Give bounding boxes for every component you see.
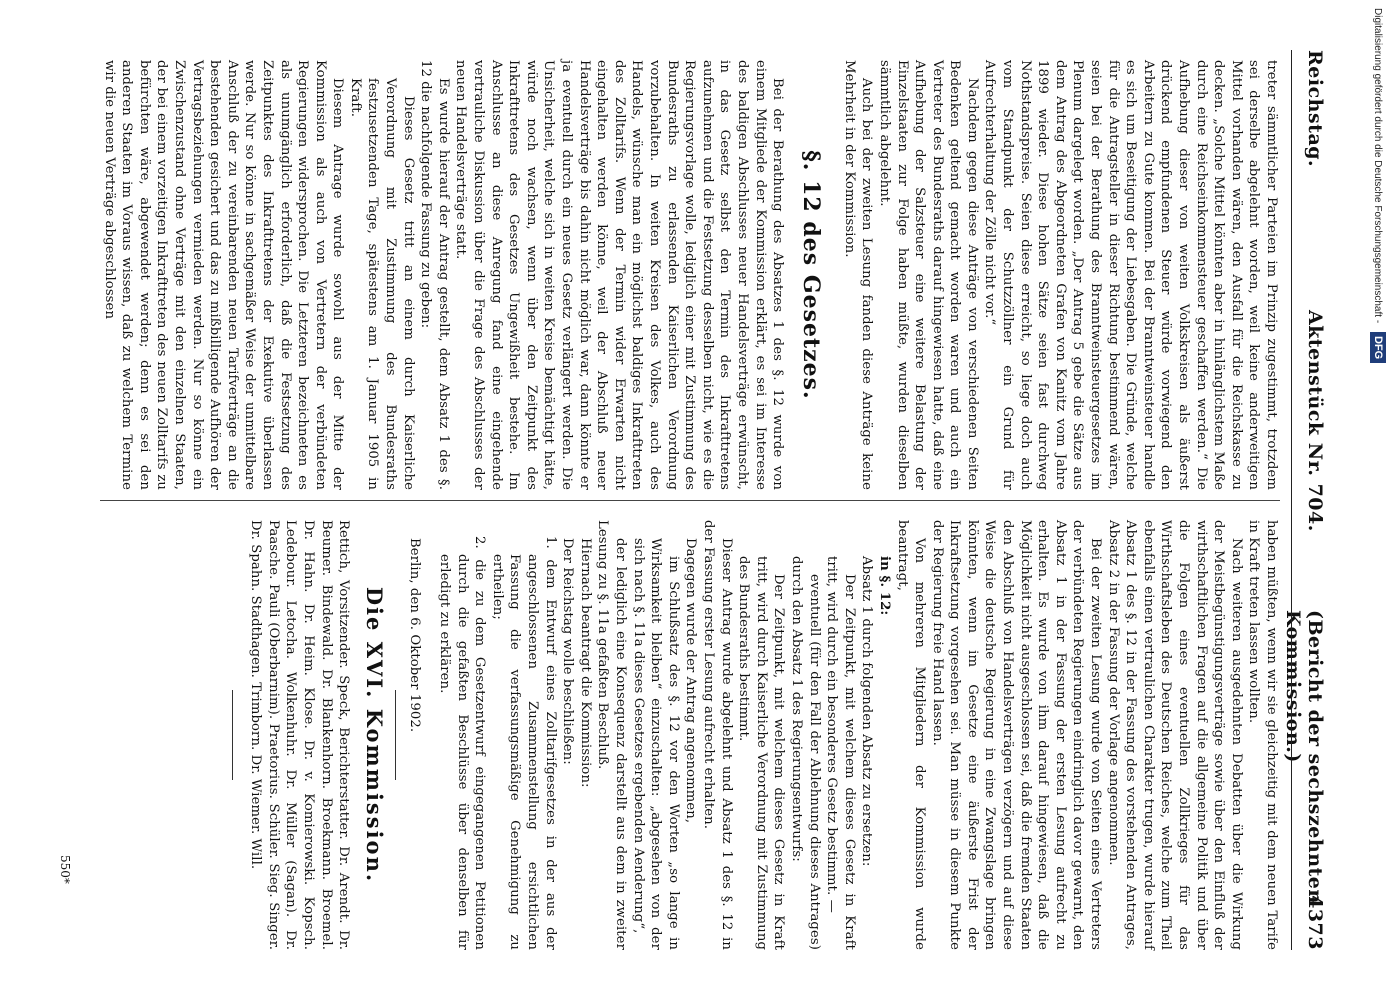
column-divider: [100, 500, 1280, 501]
quoted-motion: Dieses Gesetz tritt an einem durch Kaiserliche Verordnung mit Zustimmung des Bundesraths festzusetzenden Tage, spätestens am 1. Januar 1905 in Kraft.: [347, 78, 416, 490]
right-column: [222, 520, 1280, 950]
page-mark: 550*: [58, 855, 72, 884]
digitization-stamp: [1362, 8, 1392, 998]
header-page-number: 4373: [1304, 895, 1326, 950]
paragraph: Es wurde hierauf der Antrag gestellt, dem Absatz 1 des §. 12 die nachfolgende Fassung zu geben:: [418, 60, 451, 490]
paragraph: Dagegen wurde der Antrag angenommen,: [683, 538, 699, 824]
running-header: [1282, 50, 1332, 950]
motion-quote: Der Zeitpunkt, mit welchem dieses Gesetz in Kraft tritt, wird durch Kaiserliche Verordnung mit Zustimmung des Bundesraths bestimmt.: [736, 556, 787, 950]
paragraph: Bei der Berathung des Absatzes 1 des §. 12 wurde von einem Mitgliede der Kommission erklärt, es sei im Interesse des baldigen Abschlusses neuer Handelsverträge erwünscht, in das Gesetz selbst den Termin des Inkrafttretens aufzunehmen und die Festsetzung desselben nicht, wie es die Regierungsvorlage wolle, lediglich einer mit Zustimmung des Bundesraths zu erlassenden Kaiserlichen Verordnung vorzubehalten. In weiten Kreisen des Volkes, auch des Handels, wünsche man ein möglichst baldiges Inkrafttreten des Zolltarifs. Wenn der Termin wider Erwarten nicht eingehalten werden könne, weil der Abschluß neuer Handelsverträge bis dahin nicht möglich war, dann könnte er ja eventuell durch ein neues Gesetz verlängert werden. Die Unsicherheit, welche sich in weiten Kreise bemächtigt hätte, würde noch wachsen, wenn über den Zeitpunkt des Inkrafttretens des Gesetzes Ungewißheit bestehe. Im Anschlusse an diese Anregung fand eine eingehende vertrauliche Diskussion über die Frage des Abschlusses der neuen Handelsverträge statt.: [453, 60, 786, 490]
motion-quote: eventuell (für den Fall der Ablehnung dieses Antrages) durch den Absatz 1 des Regierungsentwurfs:: [788, 556, 822, 950]
paragraph: Dieser Antrag wurde abgelehnt und Absatz 1 des §. 12 in der Fassung erster Lesung aufrecht erhalten.: [701, 520, 734, 950]
separator-rule: [395, 690, 396, 780]
paragraph: der lediglich eine Konsequenz darstellt aus dem in zweiter Lesung zu §. 11a gefaßten Beschluß.: [595, 520, 629, 950]
paragraph: Nach weiteren ausgedehnten Debatten über die Wirkung der Meistbegünstigungsverträge sowie über den Einfluß der wirthschaftlichen Fragen auf die allgemeine Politik und über die Folgen eines eventuellen Zollkrieges für das Wirthschaftsleben des Deutschen Reiches, welche zum Theil ebenfalls einen vertraulichen Charakter trugen, wurde hierauf Absatz 1 des §. 12 in der Fassung des vorstehenden Antrages, Absatz 2 in der Fassung der Vorlage angenommen.: [1105, 520, 1244, 950]
header-rule: [1291, 50, 1292, 950]
paragraph: Der Reichstag wolle beschließen:: [560, 538, 576, 765]
motion-intro: in §. 12:: [876, 556, 892, 616]
section-heading: §. 12 des Gesetzes.: [798, 150, 825, 400]
dfg-logo: DFG: [1370, 332, 1386, 363]
header-left: Reichstag.: [1304, 50, 1326, 168]
paragraph: Auch bei der zweiten Lesung fanden diese Anträge keine Mehrheit in der Kommission.: [841, 60, 875, 490]
left-column: [100, 60, 1280, 490]
commission-members: Rettich, Vorsitzender. Speck, Berichterstatter. Dr. Arendt. Dr. Beumer. Bindewald. Dr. Blankenhorn. Broekmann. Broemel. Dr. Hahn. Dr. Heim. Klose. Dr. v. Komierowski. Kopsch. Ledebour. Letocha. Wolkenhuhr. Dr. Müller (Sagan). Dr. Paasche. Pauli (Oberbarnim). Praetorius. Schüler. Sieg. Singer. Dr. Spahn. Stadthagen. Trimborn. Dr. Wiemer. Will.: [248, 520, 352, 950]
stamp-text: Digitalisierung gefördert durch die Deutsche Forschungsgemeinschaft -: [1372, 8, 1383, 324]
resolution-item: 2. die zu dem Gesetzentwurf eingegangenen Petitionen durch die gefaßten Beschlüsse über denselben für erledigt zu erklären.: [437, 536, 488, 950]
paragraph: Hiernach beantragt die Kommission:: [577, 538, 593, 788]
place-date: Berlin, den 6. Oktober 1902.: [407, 538, 423, 733]
paragraph: Von mehreren Mitgliedern der Kommission wurde beantragt,: [894, 520, 928, 950]
header-report-title: (Bericht der sechszehnten Kommission.): [1282, 610, 1326, 904]
motion-line: Absatz 1 durch folgenden Absatz zu ersetzen:: [859, 556, 875, 867]
quoted-amendment: im Schlußsatz des §. 12 vor den Worten „so lange in Wirksamkeit bleiben“ einzuschalten: „abgesehen von der sich nach §. 11a dieses Gesetzes ergebenden Aenderung“,: [630, 538, 681, 950]
rotated-document-page: [30, 0, 1340, 1000]
paragraph: haben müßten, wenn wir sie gleichzeitig mit dem neuen Tarife in Kraft treten lassen wollten.: [1246, 520, 1279, 950]
commission-title: Die XVI. Kommission.: [361, 586, 387, 884]
paragraph: Diesem Antrage wurde sowohl aus der Mitte der Kommission als auch von Vertretern der verbündeten Regierungen widersprochen. Die Letzteren bezeichneten es als unumgänglich erforderlich, daß die Festsetzung des Zeitpunktes des Inkrafttretens der Exekutive überlassen werde. Nur so könne in sachgemäßer Weise der unmittelbare Anschluß der zu vereinbarenden neuen Tarifverträge an die bestehenden gesichert und das zu mißbilligende Aufhören der Vertragsbeziehungen vermieden werden. Nur so könne ein Zwischenzustand ohne Verträge mit den einzelnen Staaten, der bei einem vorzeitigen Inkrafttreten des neuen Zolltarifs zu befürchten wäre, abgewendet werden; denn es sei den anderen Staaten im Voraus wissen, daß zu welchem Termine wir die neuen Verträge abgeschlossen: [101, 60, 346, 490]
motion-quote: Der Zeitpunkt, mit welchem dieses Gesetz in Kraft tritt, wird durch ein besonderes Gesetz bestimmt. —: [824, 556, 857, 950]
separator-rule: [232, 690, 233, 780]
paragraph: Nachdem gegen diese Anträge von verschiedenen Seiten Bedenken geltend gemacht worden waren und auch ein Vertreter des Bundesraths darauf hingewiesen hatte, daß eine Aufhebung der Salzsteuer eine weitere Belastung der Einzelstaaten zur Folge haben müßte, wurden dieselben sämmtlich abgelehnt.: [876, 60, 980, 490]
header-document-number: Aktenstück Nr. 704.: [1304, 310, 1326, 532]
paragraph: Bei der zweiten Lesung wurde von Seiten eines Vertreters der verbündeten Regierungen eindringlich davor gewarnt, den Absatz 1 in der Fassung der ersten Lesung aufrecht zu erhalten. Es wurde von ihm darauf hingewiesen, daß die Möglichkeit nicht ausgeschlossen sei, daß die fremden Staaten den Abschluß von Handelsverträgen verzögern und auf diese Weise die deutsche Regierung in eine Zwangslage bringen könnten, wenn im Gesetze eine äußerste Frist der Inkraftsetzung vorgesehen sei. Man müsse in diesem Punkte der Regierung freie Hand lassen.: [929, 520, 1104, 950]
paragraph: treter sämmtlicher Parteien im Prinzip zugestimmt, trotzdem sei derselbe abgelehnt worden, weil keine anderweitigen Mittel vorhanden wären, den Ausfall für die Reichskasse zu decken. „Solche Mittel könnten aber in hinlänglichstem Maße durch eine Reichseinkommensteuer geschaffen werden.“ Die Aufhebung dieser von weiten Volkskreisen als äußerst drückend empfundenen Steuer würde vorwiegend den Arbeitern zu Gute kommen. Bei der Branntweinsteuer handle es sich um Beseitigung der Liebesgaben. Die Gründe, welche für die Antragsteller in dieser Richtung bestimmend wären, seien bei der Berathung des Branntweinsteuergesetzes im Plenum dargelegt worden. „Der Antrag 5 gebe die Sätze aus dem Antrag des Abgeordneten Grafen von Kanitz vom Jahre 1899 wieder. Diese hohen Sätze seien fast durchweg Nothstandspreise. Seien diese erreicht, so liege doch auch vom Standpunkt der Schutzzöllner ein Grund für Aufrechterhaltung der Zölle nicht vor.“: [982, 60, 1279, 490]
resolution-item: 1. dem Entwurf eines Zolltarifgesetzes in der aus der angeschlossenen Zusammenstellung ersichtlichen Fassung die verfassungsmäßige Genehmigung zu ertheilen;: [489, 536, 558, 950]
